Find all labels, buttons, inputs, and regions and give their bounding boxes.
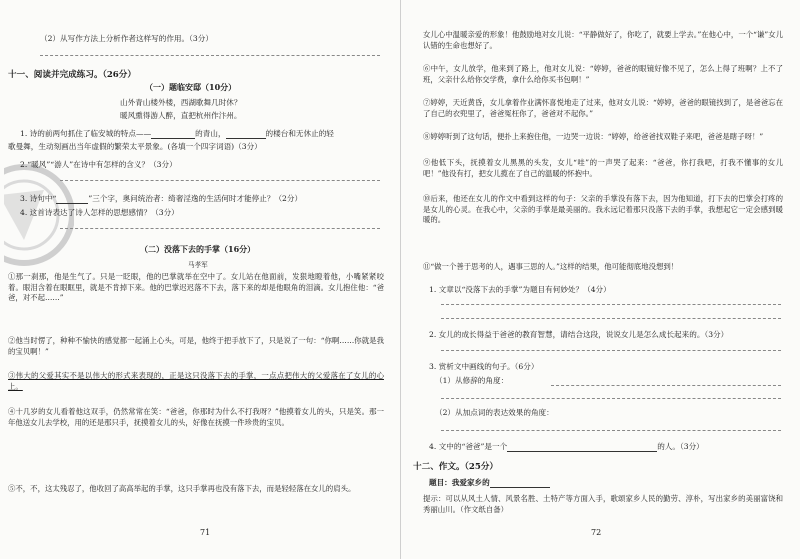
poem-line-2: 暖风熏得游人醉，直把杭州作汴州。 bbox=[120, 111, 242, 120]
story-paragraph-5: ⑤不，不，这太残忍了，他收回了高高举起的手掌，这只手掌再也没有落下去，而是轻轻落在女儿的肩头。 bbox=[8, 484, 356, 493]
p1b-text: 女儿站在他面前，发狠地瞪着他，小嘴紧紧咬着。眼泪含着在眼眶里，就是不肯掉下来。他的巴掌迟迟落不下去，落下来的却是他眼角的泪滴。女儿抱住他：“爸爸，对不起……” bbox=[8, 272, 384, 303]
section-12-heading: 十二、作文。（25分） bbox=[413, 462, 499, 472]
answer-line bbox=[60, 180, 380, 181]
pq1-part-a: 1. 诗的前两句抓住了临安城的特点—— bbox=[20, 129, 152, 138]
q4-part-a: 4. 文中的“爸爸”是一个 bbox=[429, 442, 508, 451]
answer-line bbox=[441, 304, 781, 305]
answer-line bbox=[551, 385, 781, 386]
story-paragraph-6: ⑥中午，女儿放学，他来到了路上，他对女儿说：“婷婷，爸爸的眼镜好像不见了，怎么上得了班啊？上不了班，父亲什么给你交学费，拿什么给你买书包啊！” bbox=[423, 64, 783, 84]
pq3-blank[interactable] bbox=[56, 203, 88, 204]
story-title: （二）没落下去的手掌（16分） bbox=[140, 244, 256, 254]
question-1: 1. 文章以“没落下去的手掌”为题目有何妙处？（4分） bbox=[429, 285, 611, 294]
story-author: 马孝军 bbox=[188, 261, 208, 269]
pq3-part-a: 3. 诗句中“ bbox=[20, 194, 57, 203]
page-number-right: 72 bbox=[591, 528, 602, 537]
story-paragraph-9: ⑨他低下头，抚摸着女儿黑黑的头发，女儿“哇”的一声哭了起来：“爸爸，你打我吧，打我不懂事的女儿吧！”他没有打，把女儿揽在了自己的温暖的怀抱中。 bbox=[423, 158, 783, 178]
story-paragraph-4: ④十几岁的女儿看着他这双手，仍然常常在笑：“爸爸，你那时为什么不打我呀？”他摸着女儿的头，只是笑。那一年他送女儿去学校，用的还是那只手，抚摸着女儿的头，好像在抚摸一件珍贵的宝贝。 bbox=[8, 407, 384, 427]
question-4 bbox=[429, 442, 704, 452]
q4-part-b: 的人。（3分） bbox=[657, 442, 704, 451]
page-number-left: 71 bbox=[200, 528, 211, 537]
question-3: 3. 赏析文中画线的句子。（6分） bbox=[429, 362, 539, 371]
story-paragraph-2: ②他当时愣了，种种不愉快的感觉都一起涌上心头，可是，他终于把手放下了，只是说了一句：“你啊……你就是我的宝贝啊！” bbox=[8, 336, 384, 356]
section-11-heading: 十一、阅读并完成练习。（26分） bbox=[8, 70, 136, 80]
answer-line bbox=[441, 318, 781, 319]
answer-line bbox=[441, 350, 781, 351]
poem-question-3 bbox=[20, 194, 302, 204]
story-paragraph-10: ⑩后来，他还在女儿的作文中看到这样的句子：父亲的手掌没有落下去，因为他知道，打下去的巴掌会打疼的是女儿的心灵。在我心中，父亲的手掌是最美丽的。我永远记着那只没落下去的手掌，我想起它一定会感到暖暖的。 bbox=[423, 194, 783, 225]
story-paragraph-3-underlined: ③伟大的父爱其实不是以伟大的形式来表现的，正是这只没落下去的手掌，一点点把伟大的父爱落在了女儿的心上。 bbox=[8, 371, 384, 391]
poem-line-1: 山外青山楼外楼，西湖歌舞几时休？ bbox=[120, 98, 242, 107]
pq1-blank-2[interactable] bbox=[226, 138, 266, 139]
poem-question-1-cont: 歌曼舞，生动刻画出当年虚假的繁荣太平景象。(各填一个四字词语)（3分） bbox=[8, 142, 262, 151]
story-cont-1: 女儿心中温暖亲爱的形象！他鼓励地对女儿说：“平静做好了，你吃了，就要上学去。”在他心中，一个“谦”女儿认错的生命也想好了。 bbox=[423, 30, 783, 50]
p1-text: ①那一刹那，他是生气了。只是一眨眼，他的巴掌就举在空中了。 bbox=[8, 272, 231, 281]
poem-title: （一）题临安邸（10分） bbox=[145, 82, 237, 92]
story-paragraph-7: ⑦婷婷，天近黄昏，女儿拿着作业满怀喜悦地走了过来，他对女儿说：“婷婷，爸爸的眼镜找到了，是爸爸忘在了自己的衣兜里了，爸爸冤枉你了，爸爸对不起你。” bbox=[423, 98, 783, 118]
essay-title-blank[interactable] bbox=[490, 487, 550, 488]
previous-question: （2）从写作方法上分析作者这样写的作用。（3分） bbox=[40, 34, 213, 43]
answer-line bbox=[441, 430, 781, 431]
pq3-part-b: ”三个字，奥问统治者：绮奢淫逸的生活何时才能停止？（2分） bbox=[88, 194, 303, 203]
essay-title bbox=[429, 478, 550, 488]
pq1-part-c: 的楼台和无休止的轻 bbox=[265, 129, 334, 138]
story-paragraph-1 bbox=[8, 272, 384, 304]
q4-blank[interactable] bbox=[507, 451, 657, 452]
poem-question-2: 2.“暖风”“游人”在诗中有怎样的含义？（3分） bbox=[20, 160, 177, 169]
question-3-part-1: （1）从修辞的角度： bbox=[435, 376, 509, 385]
poem-question-4: 4. 这首诗表达了诗人怎样的思想感情？（3分） bbox=[20, 208, 179, 217]
essay-prompt: 提示：可以从风土人情、风景名胜、土特产等方面入手，歌颂家乡人民的勤劳、淳朴，写出家乡的美丽富饶和秀丽山川。（作文纸自备） bbox=[423, 494, 783, 514]
answer-line bbox=[40, 55, 380, 56]
story-paragraph-11: ⑪“做一个善于思考的人，遇事三思的人。”这样的结果，他可能彻底地没想到！ bbox=[423, 262, 679, 271]
essay-title-text: 题目：我爱家乡的 bbox=[429, 478, 490, 487]
pq1-part-b: 的青山， bbox=[195, 129, 226, 138]
question-2: 2. 女儿的成长得益于爸爸的教育智慧，请结合这段，说说女儿是怎么成长起来的。（3分） bbox=[429, 330, 729, 339]
answer-line bbox=[60, 228, 380, 229]
poem-question-1 bbox=[20, 129, 334, 139]
answer-line bbox=[441, 398, 781, 399]
question-3-part-2: （2）从加点词的表达效果的角度： bbox=[435, 408, 554, 417]
story-paragraph-8: ⑧婷婷听到了这句话，便扑上来抱住他，一边哭一边说：“婷婷，给爸爸找双鞋子来吧，爸爸是瞎子呀！” bbox=[423, 132, 764, 141]
right-page bbox=[400, 0, 800, 559]
pq1-blank-1[interactable] bbox=[151, 138, 195, 139]
